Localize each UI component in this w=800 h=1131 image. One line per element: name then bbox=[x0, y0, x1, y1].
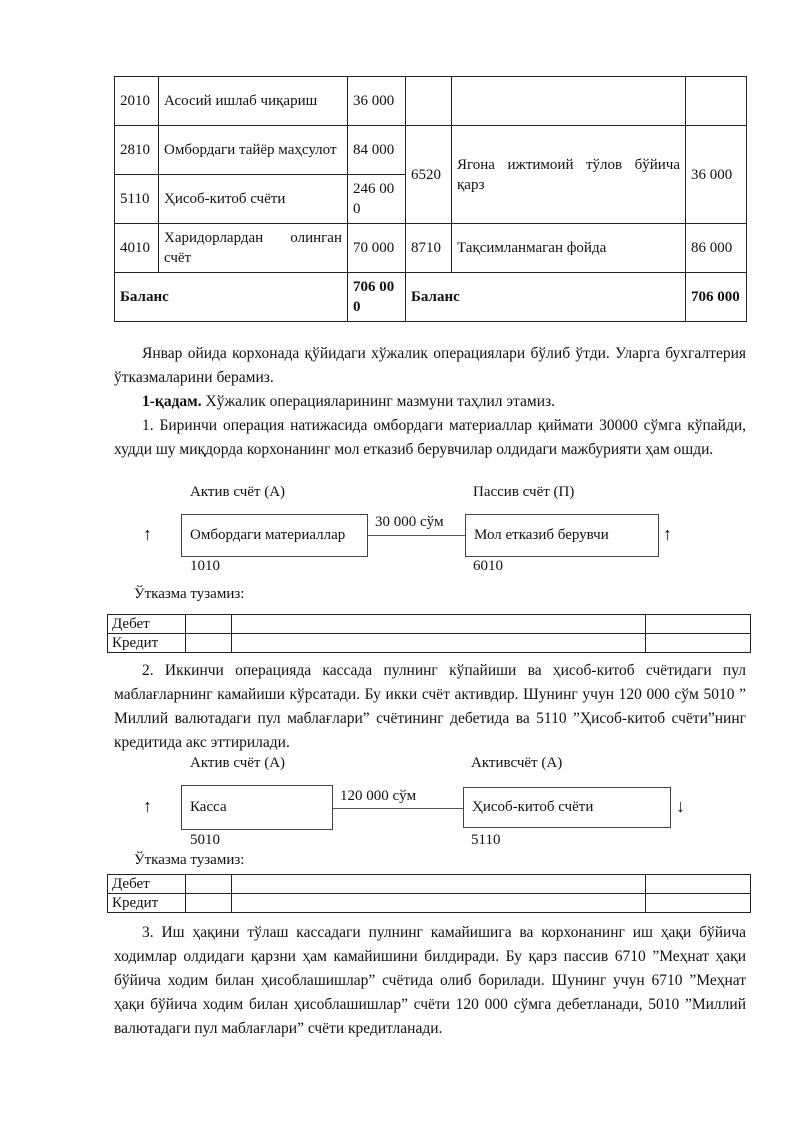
account-name bbox=[452, 77, 686, 126]
account-name: Ҳисоб-китоб счёти bbox=[159, 175, 348, 224]
credit-label: Кредит bbox=[108, 894, 186, 913]
account-code-label: 6010 bbox=[473, 558, 503, 574]
balance-total-amount: 706 000 bbox=[348, 273, 406, 322]
account-code-label: 1010 bbox=[190, 558, 220, 574]
operation-3-text: 3. Иш ҳақини тўлаш кассадаги пулнинг камайишига ва корхонанинг иш ҳақи бўйича ходимлар олдидаги қарзни ҳам камайишини билдиради. Бу қарз пассив 6710 ”Меҳнат ҳақи бўйича ходим билан ҳисоблашишлар” счётида олиб борилади. Шунинг учун 6710 ”Меҳнат ҳақи бўйича ходим билан ҳисоблашишлар” счёти 120 000 сўмга дебетланади, 5010 ”Миллий валютадаги пул маблағлари” счёти кредитланади. bbox=[114, 924, 746, 1037]
balance-total-label: Баланс bbox=[406, 273, 686, 322]
step-heading bbox=[114, 390, 746, 414]
connector-line bbox=[333, 808, 463, 809]
table-row bbox=[115, 126, 747, 175]
account-box: Мол етказиб берувчи bbox=[465, 514, 659, 557]
account-name: Харидорлардан олинган счёт bbox=[159, 224, 348, 273]
account-amount: 246 000 bbox=[348, 175, 406, 224]
account-name: Тақсимланмаган фойда bbox=[452, 224, 686, 273]
entry-heading: Ўтказма тузамиз: bbox=[134, 852, 245, 868]
account-name: Ягона ижтимоий тўлов бўйича қарз bbox=[452, 126, 686, 224]
arrow-up-icon: ↑ bbox=[143, 796, 152, 816]
table-row bbox=[115, 77, 747, 126]
entry-heading: Ўтказма тузамиз: bbox=[134, 586, 245, 602]
account-box: Ҳисоб-китоб счёти bbox=[463, 787, 671, 828]
connector-line bbox=[368, 535, 465, 536]
arrow-up-icon: ↑ bbox=[663, 524, 672, 544]
account-name: Омбордаги тайёр маҳсулот bbox=[159, 126, 348, 175]
balance-table bbox=[114, 76, 747, 322]
account-amount: 84 000 bbox=[348, 126, 406, 175]
account-box: Омбордаги материаллар bbox=[181, 514, 368, 557]
account-code: 2010 bbox=[115, 77, 159, 126]
account-code: 2810 bbox=[115, 126, 159, 175]
account-amount: 70 000 bbox=[348, 224, 406, 273]
operation-2-text: 2. Иккинчи операцияда кассада пулнинг кўпайиши ва ҳисоб-китоб счётидаги пул маблағларнинг камайиши кўрсатади. Бу икки счёт активдир. Шунинг учун 120 000 сўм 5010 ” Миллий валютадаги пул маблағлари” счётининг дебетида ва 5110 ”Ҳисоб-китоб счёти”нинг кредитида акс эттирилади. bbox=[114, 662, 746, 751]
account-amount: 36 000 bbox=[348, 77, 406, 126]
account-code-label: 5010 bbox=[190, 832, 220, 848]
debit-row bbox=[108, 875, 751, 894]
account-amount: 86 000 bbox=[686, 224, 747, 273]
debit-label: Дебет bbox=[108, 615, 186, 634]
amount-label: 120 000 сўм bbox=[340, 788, 417, 804]
balance-total-amount: 706 000 bbox=[686, 273, 747, 322]
arrow-down-icon: ↓ bbox=[676, 796, 685, 816]
account-code: 6520 bbox=[406, 126, 452, 224]
entry-table bbox=[107, 874, 751, 913]
balance-total-label: Баланс bbox=[115, 273, 348, 322]
account-code: 8710 bbox=[406, 224, 452, 273]
credit-row bbox=[108, 894, 751, 913]
step-label: 1-қадам. bbox=[142, 393, 202, 410]
account-amount: 36 000 bbox=[686, 126, 747, 224]
step-text: Хўжалик операцияларининг мазмуни таҳлил этамиз. bbox=[201, 393, 555, 410]
account-code bbox=[406, 77, 452, 126]
debit-label: Дебет bbox=[108, 875, 186, 894]
account-type-label: Активсчёт (А) bbox=[471, 755, 563, 771]
account-amount bbox=[686, 77, 747, 126]
debit-row bbox=[108, 615, 751, 634]
balance-total-row bbox=[115, 273, 747, 322]
account-code: 4010 bbox=[115, 224, 159, 273]
account-type-label: Пассив счёт (П) bbox=[473, 484, 575, 500]
account-box: Касса bbox=[181, 785, 333, 830]
credit-label: Кредит bbox=[108, 634, 186, 653]
credit-row bbox=[108, 634, 751, 653]
account-type-label: Актив счёт (А) bbox=[190, 484, 286, 500]
arrow-up-icon: ↑ bbox=[143, 524, 152, 544]
amount-label: 30 000 сўм bbox=[375, 514, 444, 530]
account-code-label: 5110 bbox=[471, 832, 501, 848]
account-name: Асосий ишлаб чиқариш bbox=[159, 77, 348, 126]
operation-1-text: 1. Биринчи операция натижасида омбордаги материаллар қиймати 30000 сўмга кўпайди, худди шу миқдорда корхонанинг мол етказиб берувчилар олдидаги мажбурияти ҳам ошди. bbox=[114, 417, 746, 458]
account-type-label: Актив счёт (А) bbox=[190, 755, 286, 771]
account-code: 5110 bbox=[115, 175, 159, 224]
intro-paragraph: Январ ойида корхонада қўйидаги хўжалик операциялари бўлиб ўтди. Уларга бухгалтерия ўтказмаларини берамиз. bbox=[114, 345, 746, 386]
entry-table bbox=[107, 614, 751, 653]
table-row bbox=[115, 224, 747, 273]
